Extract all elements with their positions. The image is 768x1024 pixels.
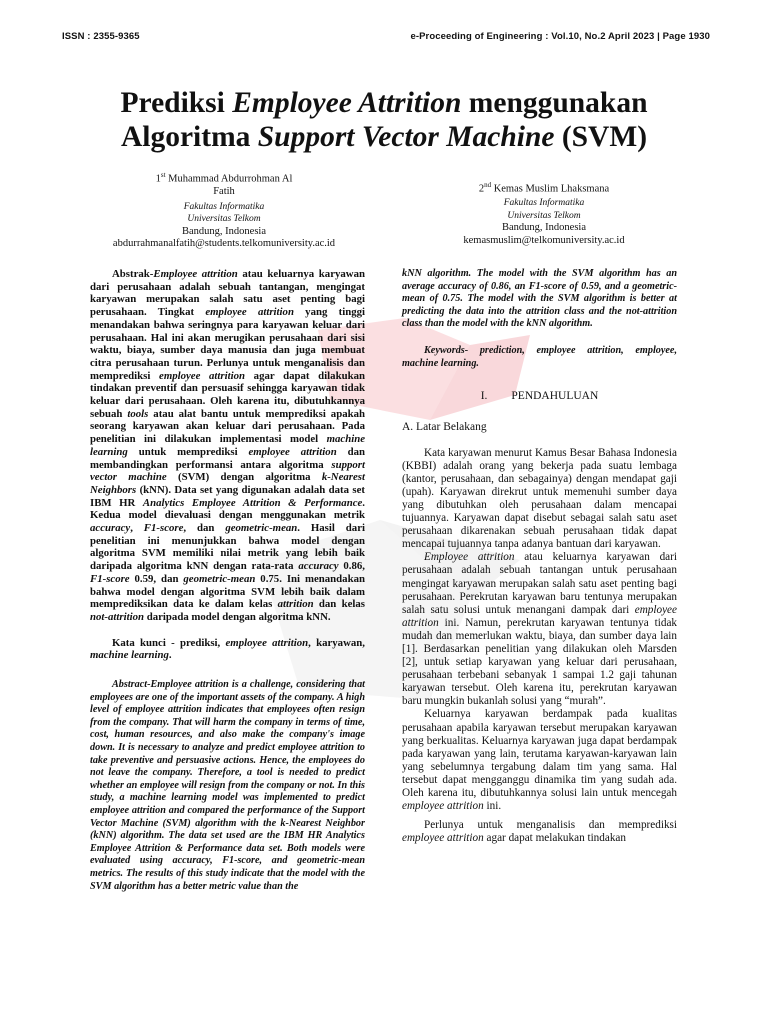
subsection-heading: A. Latar Belakang — [402, 420, 487, 433]
abstract-en-paragraph: Abstract-Employee attrition is a challenge, considering that employees are one of the important assets of the company. A high level of employee attrition indicates that employees often resign from the company. That will harm the company in terms of time, cost, human resources, and also make the company's image down. It is necessary to analyze and predict employee attrition to take preventive and persuasive actions. Hence, the employees do not leave the company. Therefore, a tool is needed to predict whether an employee will resign from the company or not. In this study, a machine learning model was implemented to predict employee attrition and compared the performance of the Support Vector Machine (SVM) algorithm with the k-Nearest Neighbor (kNN) algorithm. The data set used are the IBM HR Analytics Employee Attrition & Performance data set. Both models were evaluated using accuracy, F1-score, and geometric-mean metrics. The results of this study indicate that the model with the SVM algorithm has a better metric value than the — [90, 679, 365, 892]
left-column — [90, 268, 365, 893]
body-paragraph-4: Perlunya untuk menganalisis dan memprediksi employee attrition agar dapat melakukan tindakan — [402, 819, 677, 845]
author-2-university: Universitas Telkom — [507, 210, 581, 221]
author-2-faculty: Fakultas Informatika — [503, 198, 585, 208]
author-1-block — [98, 169, 350, 251]
body-paragraph-2: Employee attrition atau keluarnya karyawan dari perusahaan adalah sebuah tantangan untuk perusahaan mengingat karyawan merupakan salah satu aset penting bagi perusahaan. Perekrutan karyawan baru tentunya merupakan salah satu solusi untuk menangani dampak dari employee attrition ini. Namun, perekrutan karyawan tentunya tidak mudah dan memerlukan waktu, biaya, dan sumber daya lain [1]. Berdasarkan penelitian yang dilakukan oleh Marsden [2], untuk setiap karyawan yang keluar dari perusahaan, perusahaan terbebani sebanyak 1 sampai 1.2 gaji tahunan karyawan tersebut. Oleh karena itu, perekrutan karyawan baru mungkin bukanlah solusi yang “murah”. — [402, 551, 677, 708]
issn-header: ISSN : 2355-9365 — [62, 31, 140, 42]
author-1-university: Universitas Telkom — [187, 214, 261, 224]
right-column — [402, 268, 677, 845]
body-paragraph-3: Keluarnya karyawan berdampak pada kualitas perusahaan apabila karyawan tersebut merupakan karyawan yang berkualitas. Keluarnya karyawan juga dapat berdampak pada karyawan yang lain, terutama karyawan-karyawan lain yang sebelumnya tergabung dalam tim yang sama. Hal tersebut dapat mengganggu dinamika tim yang sudah ada. Oleh karena itu, dibutuhkannya solusi lain untuk mencegah employee attrition ini. — [402, 708, 677, 813]
abstrak-paragraph: Abstrak-Employee attrition atau keluarnya karyawan dari perusahaan adalah sebuah tantangan, mengingat karyawan merupakan salah satu aset penting bagi perusahaan. Tingkat employee attrition yang tinggi menandakan bahwa seringnya para karyawan keluar dari perusahaan. Hal ini akan merugikan perusahaan dari sisi waktu, biaya, sumber daya manusia dan juga membuat citra perusahaan turun. Perlunya untuk menganalisis dan memprediksi employee attrition agar dapat dilakukan tindakan preventif dan persuasif sehingga karyawan tidak keluar dari perusahaan. Oleh karena itu, dibutuhkannya sebuah tools atau alat bantu untuk memprediksi apakah seorang karyawan akan keluar dari perusahaan. Pada penelitian ini dilakukan implementasi model machine learning untuk memprediksi employee attrition dan membandingkan performansi antara algoritma support vector machine (SVM) dengan algoritma k-Nearest Neighbors (kNN). Data set yang digunakan adalah data set IBM HR Analytics Employee Attrition & Performance. Kedua model dievaluasi dengan menggunakan metrik accuracy, F1-score, dan geometric-mean. Hasil dari penelitian ini menunjukkan bahwa model dengan algoritma SVM memiliki nilai metrik yang lebih baik daripada algoritma kNN dengan rata-rata accuracy 0.86, F1-score 0.59, dan geometric-mean 0.75. Ini menandakan bahwa model dengan algoritma SVM lebih baik dalam memprediksikan data ke dalam kelas attrition dan kelas not-attrition daripada model dengan algoritma kNN. — [90, 268, 366, 623]
author-1-city: Bandung, Indonesia — [182, 225, 266, 237]
kata-kunci-paragraph: Kata kunci - prediksi, employee attrition, karyawan, machine learning. — [90, 636, 365, 662]
author-2-email: kemasmuslim@telkomuniversity.ac.id — [463, 234, 625, 246]
paper-title: Prediksi Employee Attrition menggunakan Algoritma Support Vector Machine (SVM) — [120, 87, 648, 153]
body-paragraph-1: Kata karyawan menurut Kamus Besar Bahasa Indonesia (KBBI) adalah orang yang bekerja pada suatu lembaga (kantor, perusahaan, dan sebagainya) dengan mendapat gaji (upah). Karyawan direkrut untuk memenuhi sumber daya yang dibutuhkan oleh perusahaan dalam mencapai tujuannya. Karyawan dapat disebut sebagai salah satu aset perusahaan dikarenakan sebuah perusahaan tidak dapat mencapai tujuannya tanpa adanya bantuan dari karyawan. — [402, 446, 677, 551]
author-1-name-cont: Fatih — [213, 186, 235, 197]
abstract-en-continuation: kNN algorithm. The model with the SVM algorithm has an average accuracy of 0.86, an F1-score of 0.59, and a geometric-mean of 0.75. The model with the SVM algorithm is better at predicting the data into the attrition class and the not-attrition class than the model with the kNN algorithm. — [402, 268, 677, 330]
author-2-name: 2nd Kemas Muslim Lhaksmana — [478, 181, 610, 195]
author-1-name: 1st Muhammad Abdurrohman Al — [155, 171, 293, 185]
author-2-block — [414, 179, 674, 247]
author-1-faculty: Fakultas Informatika — [183, 201, 265, 212]
proceeding-header: e-Proceeding of Engineering : Vol.10, No.2 April 2023 | Page 1930 — [410, 31, 710, 42]
keywords-en-paragraph: Keywords- prediction, employee attrition, employee, machine learning. — [402, 344, 677, 369]
section-heading: I. PENDAHULUAN — [480, 390, 599, 403]
author-1-email: abdurrahmanalfatih@students.telkomuniversity.ac.id — [112, 238, 336, 249]
author-2-city: Bandung, Indonesia — [502, 222, 586, 233]
